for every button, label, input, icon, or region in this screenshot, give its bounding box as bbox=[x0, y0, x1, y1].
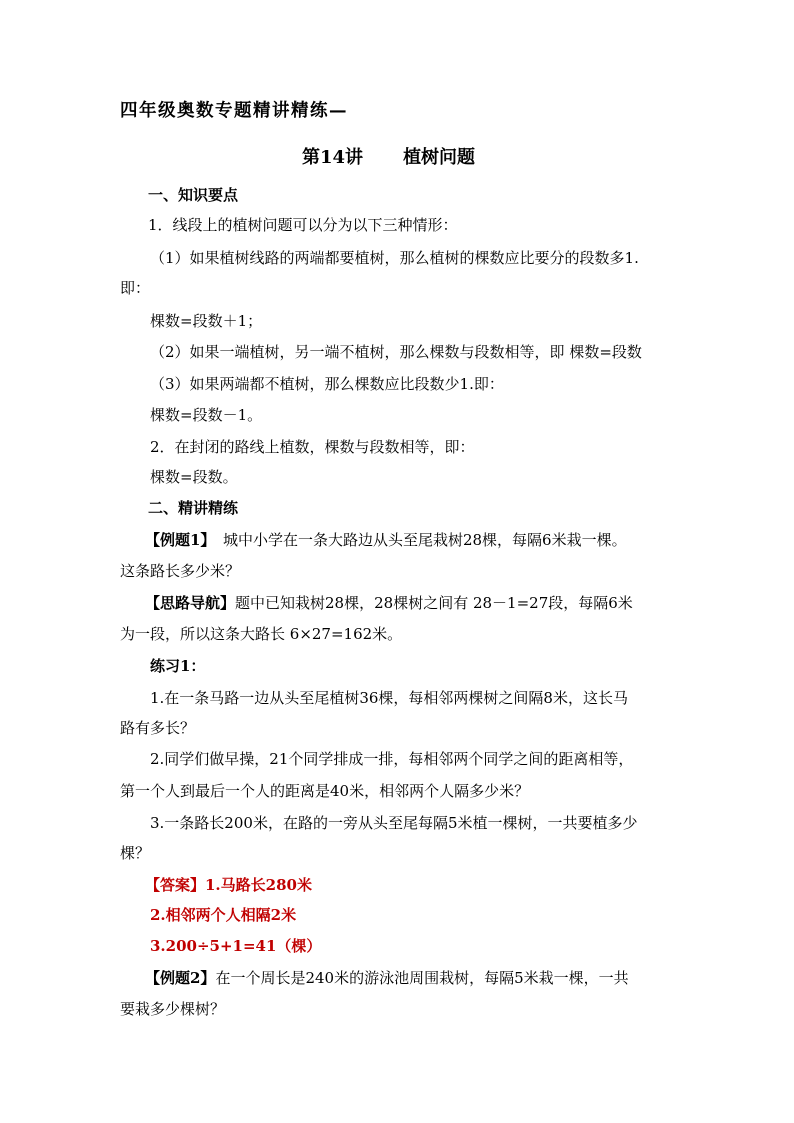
example-2 bbox=[145, 968, 629, 988]
section-heading-knowledge: 一、知识要点 bbox=[148, 186, 239, 204]
paragraph: 这条路长多少米？ bbox=[120, 562, 241, 580]
answer-line: 2.相邻两个人相隔2米 bbox=[150, 906, 297, 924]
lesson-title: 植树问题 bbox=[403, 147, 476, 168]
guide-tag: 【思路导航】 bbox=[145, 594, 236, 612]
example-text: 在一个周长是240米的游泳池周围栽树，每隔5米栽一棵，一共 bbox=[215, 969, 629, 987]
example-text: 城中小学在一条大路边从头至尾栽树28棵，每隔6米栽一棵。 bbox=[207, 531, 627, 549]
question: 2.同学们做早操，21个同学排成一排，每相邻两个同学之间的距离相等， bbox=[150, 750, 634, 768]
example-tag: 【例题1】 bbox=[145, 531, 208, 549]
lesson-heading bbox=[302, 148, 475, 168]
paragraph: 2．在封闭的路线上植数，棵数与段数相等，即： bbox=[150, 438, 475, 456]
practice-heading: 练习1： bbox=[150, 657, 206, 675]
paragraph: （2）如果一端植树，另一端不植树，那么棵数与段数相等，即 棵数=段数 bbox=[150, 343, 642, 361]
formula: 棵数=段数＋1； bbox=[150, 312, 263, 330]
lesson-number: 第14讲 bbox=[302, 147, 364, 168]
paragraph: 1．线段上的植树问题可以分为以下三种情形： bbox=[148, 216, 458, 234]
question: 第一个人到最后一个人的距离是40米，相邻两个人隔多少米？ bbox=[120, 782, 530, 800]
example-tag: 【例题2】 bbox=[145, 969, 216, 987]
section-heading-practice: 二、精讲精练 bbox=[148, 499, 239, 517]
guide-text: 题中已知栽树28棵，28棵树之间有 28－1=27段，每隔6米 bbox=[235, 594, 633, 612]
question: 3.一条路长200米，在路的一旁从头至尾每隔5米植一棵树，一共要植多少 bbox=[150, 814, 638, 832]
answer-line: 【答案】1.马路长280米 bbox=[145, 876, 312, 894]
question: 1.在一条马路一边从头至尾植树36棵，每相邻两棵树之间隔8米，这长马 bbox=[150, 689, 628, 707]
formula: 棵数=段数－1。 bbox=[150, 406, 263, 424]
paragraph: （3）如果两端都不植树，那么棵数应比段数少1.即： bbox=[150, 375, 504, 393]
question: 棵？ bbox=[120, 844, 151, 862]
answer-line: 3.200÷5+1=41（棵） bbox=[150, 937, 322, 955]
paragraph: （1）如果植树线路的两端都要植树，那么植树的棵数应比要分的段数多1. bbox=[150, 249, 639, 267]
paragraph: 即： bbox=[120, 279, 151, 297]
paragraph: 要栽多少棵树？ bbox=[120, 1000, 226, 1018]
guide-1 bbox=[145, 593, 633, 613]
formula: 棵数=段数。 bbox=[150, 468, 238, 486]
paragraph: 为一段，所以这条大路长 6×27=162米。 bbox=[120, 625, 403, 643]
series-title: 四年级奥数专题精讲精练— bbox=[120, 101, 348, 121]
example-1 bbox=[145, 530, 627, 550]
question: 路有多长？ bbox=[120, 719, 196, 737]
